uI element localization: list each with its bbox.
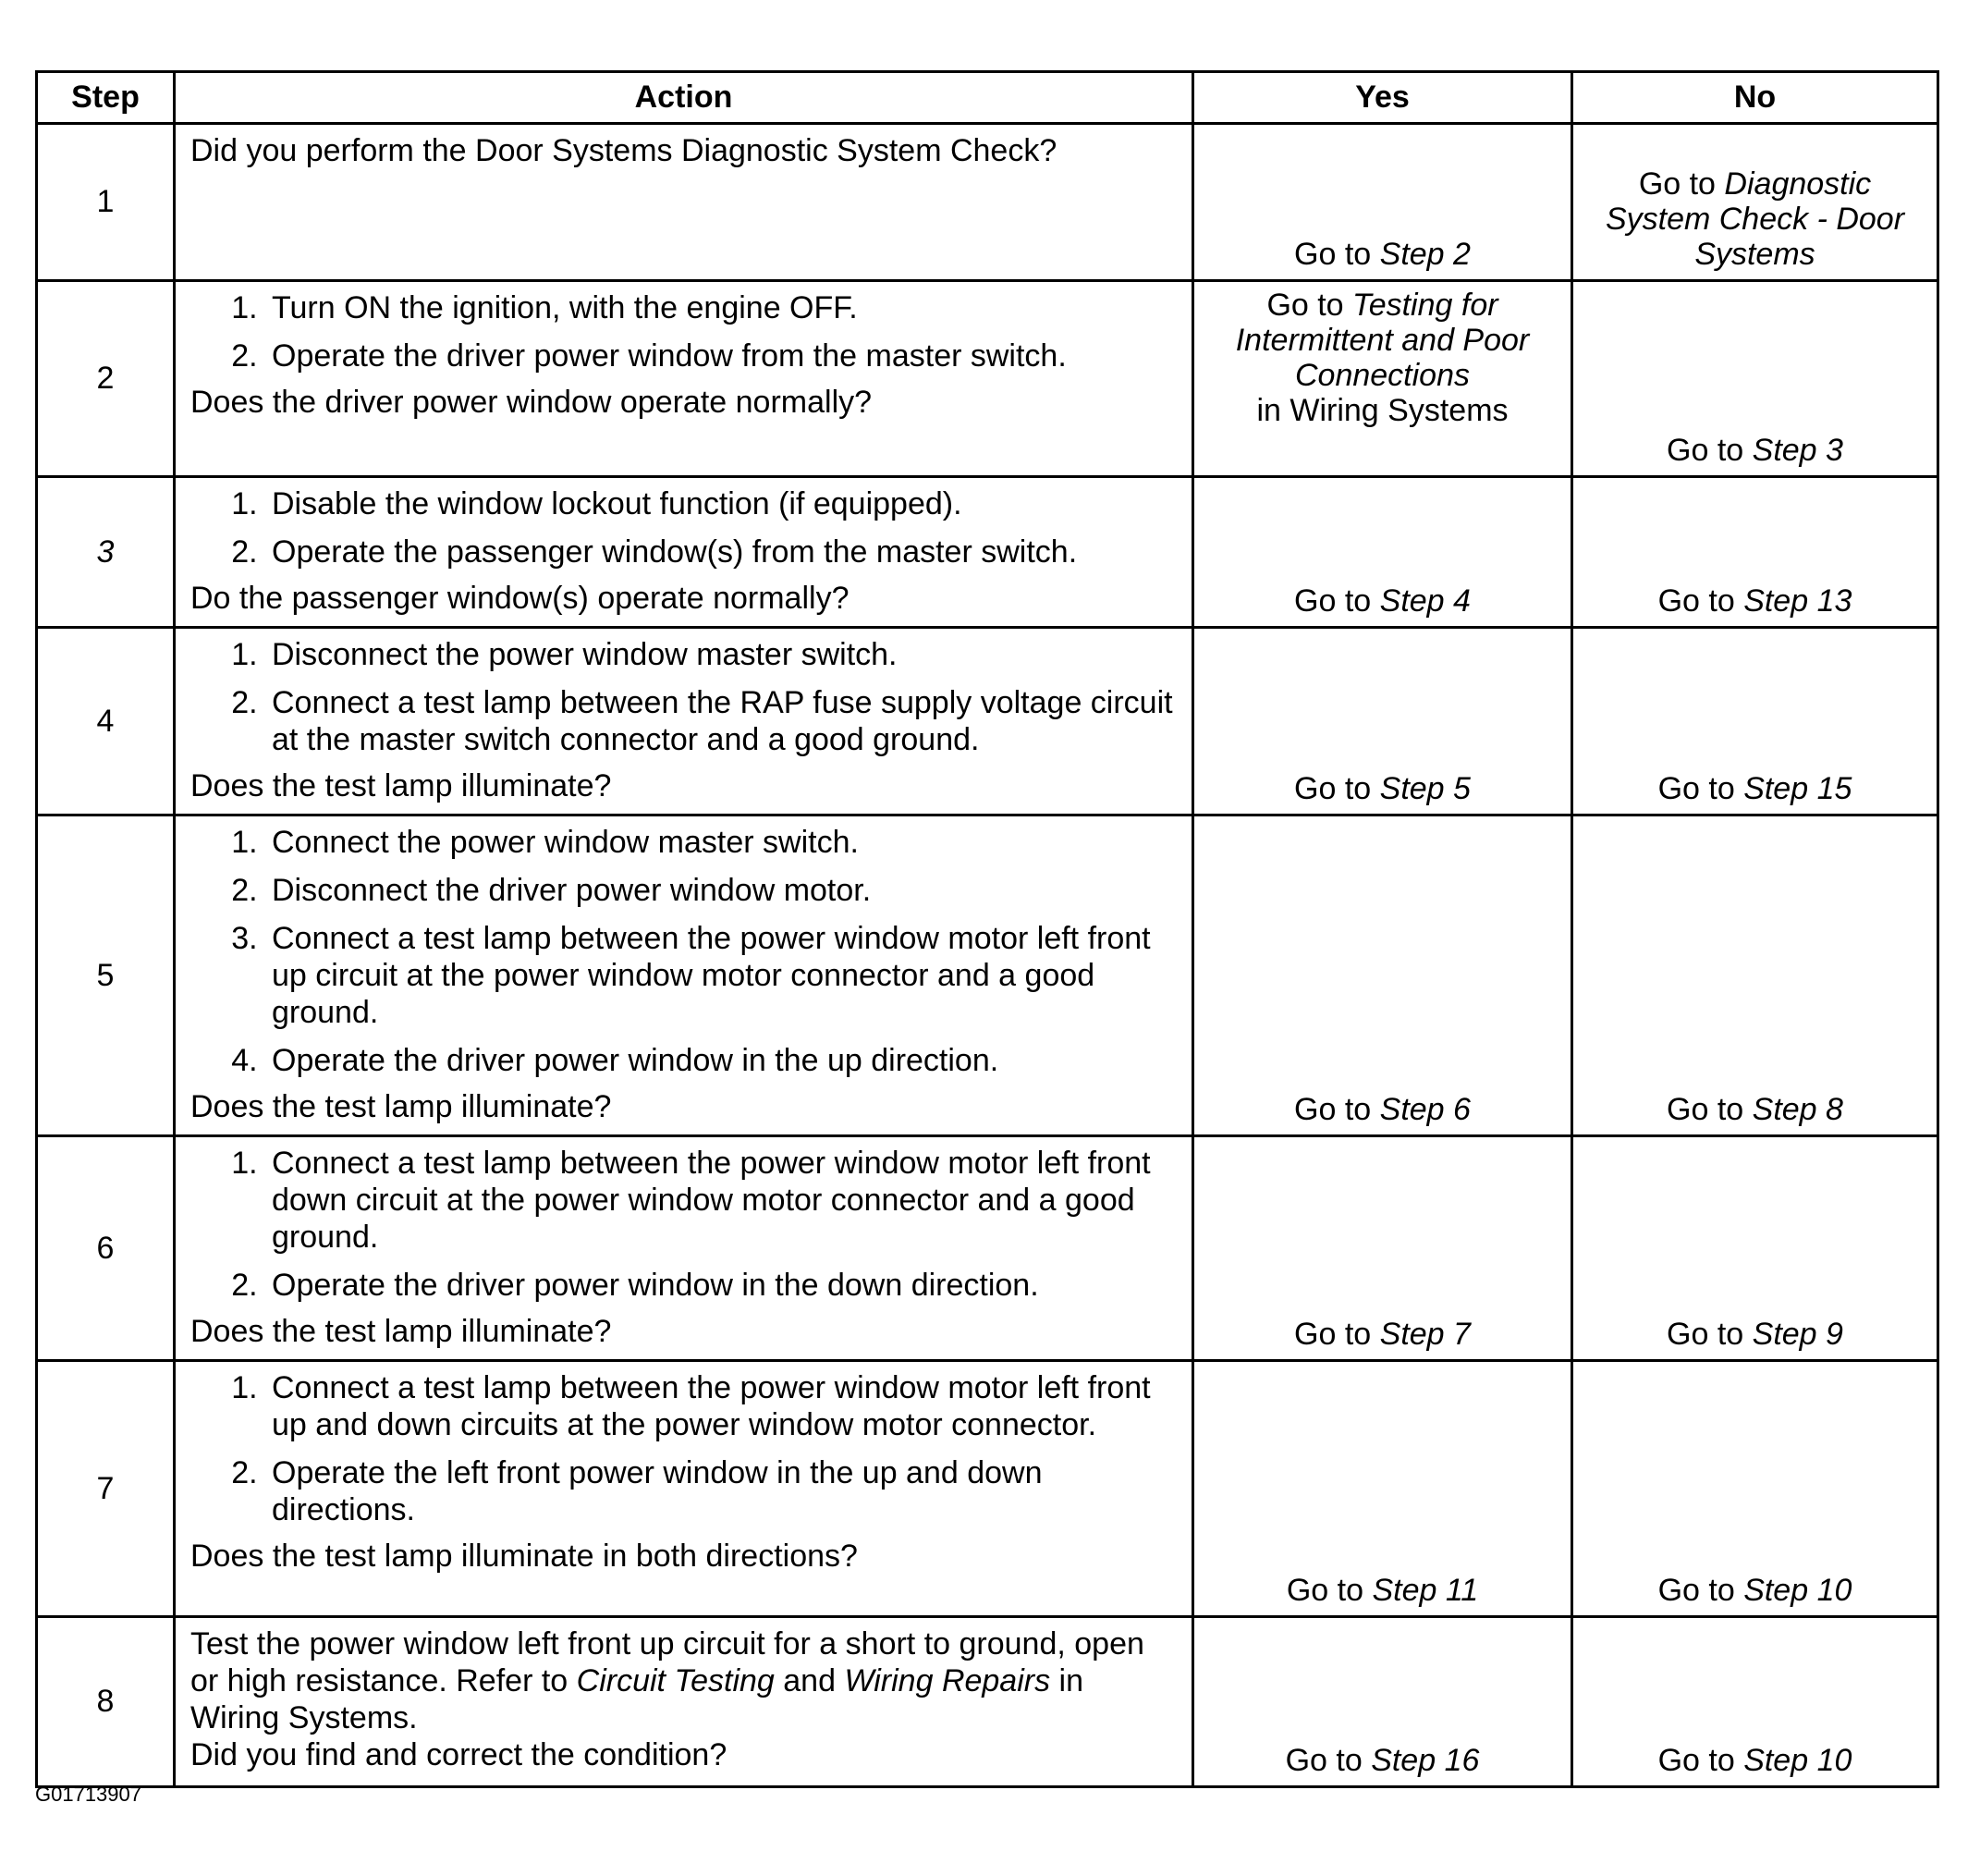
no-link[interactable]: Step 9 xyxy=(1752,1317,1843,1352)
no-cell xyxy=(1572,281,1938,477)
action-step-item: 2. Operate the driver power window in the down direction. xyxy=(266,1267,1179,1304)
action-steps xyxy=(190,1369,1179,1528)
yes-cell xyxy=(1193,124,1572,281)
yes-prefix: Go to xyxy=(1285,1743,1372,1778)
wiring-repairs-link[interactable]: Wiring Repairs xyxy=(844,1663,1051,1698)
header-action: Action xyxy=(175,72,1193,124)
yes-link[interactable]: Step 11 xyxy=(1372,1573,1479,1608)
action-cell xyxy=(175,281,1193,477)
diagnostic-table xyxy=(35,70,1939,1788)
action-question: Does the test lamp illuminate? xyxy=(190,1314,612,1349)
yes-link[interactable]: Testing for Intermittent and Poor Connections xyxy=(1235,288,1530,393)
no-cell xyxy=(1572,628,1938,815)
action-steps xyxy=(190,289,1179,374)
action-cell xyxy=(175,815,1193,1136)
diagnostic-table-container xyxy=(35,70,1937,1788)
action-steps xyxy=(190,485,1179,570)
yes-prefix: Go to xyxy=(1294,1317,1380,1352)
action-question: Does the test lamp illuminate in both directions? xyxy=(190,1539,858,1574)
no-prefix: Go to xyxy=(1657,1573,1744,1608)
action-step-item: 1. Connect the power window master switch. xyxy=(266,824,1179,861)
action-question: Did you find and correct the condition? xyxy=(190,1737,727,1772)
yes-link[interactable]: Step 2 xyxy=(1379,237,1471,272)
yes-link[interactable]: Step 16 xyxy=(1371,1743,1480,1778)
no-prefix: Go to xyxy=(1667,1092,1753,1127)
no-cell xyxy=(1572,1361,1938,1617)
action-step-item: 4. Operate the driver power window in the up direction. xyxy=(266,1042,1179,1079)
step-number: 7 xyxy=(37,1361,175,1617)
step-number: 6 xyxy=(37,1136,175,1361)
table-row xyxy=(37,477,1938,628)
yes-cell xyxy=(1193,477,1572,628)
yes-cell xyxy=(1193,1617,1572,1787)
no-prefix: Go to xyxy=(1657,583,1744,619)
table-row xyxy=(37,1617,1938,1787)
yes-link[interactable]: Step 4 xyxy=(1379,583,1471,619)
table-row xyxy=(37,815,1938,1136)
no-cell xyxy=(1572,1617,1938,1787)
no-cell xyxy=(1572,1136,1938,1361)
action-text xyxy=(190,1625,1179,1736)
action-cell xyxy=(175,477,1193,628)
no-link[interactable]: Step 3 xyxy=(1752,433,1843,468)
action-cell xyxy=(175,1361,1193,1617)
table-row xyxy=(37,1136,1938,1361)
action-step-item: 2. Disconnect the driver power window motor. xyxy=(266,872,1179,909)
yes-link[interactable]: Step 5 xyxy=(1379,771,1471,806)
no-link[interactable]: Step 13 xyxy=(1743,583,1852,619)
circuit-testing-link[interactable]: Circuit Testing xyxy=(576,1663,775,1698)
no-link[interactable]: Step 10 xyxy=(1743,1573,1852,1608)
no-link[interactable]: Diagnostic System Check - Door Systems xyxy=(1605,166,1905,272)
action-cell xyxy=(175,1136,1193,1361)
action-step-item: 1. Disable the window lockout function (if equipped). xyxy=(266,485,1179,522)
no-cell xyxy=(1572,477,1938,628)
yes-prefix: Go to xyxy=(1266,288,1353,323)
step-number: 2 xyxy=(37,281,175,477)
table-row xyxy=(37,124,1938,281)
action-step-item: 2. Operate the left front power window in the up and down directions. xyxy=(266,1454,1179,1528)
action-question: Does the test lamp illuminate? xyxy=(190,768,612,803)
yes-link[interactable]: Step 7 xyxy=(1379,1317,1471,1352)
action-step-item: 2. Operate the passenger window(s) from the master switch. xyxy=(266,533,1179,570)
action-step-item: 1. Connect a test lamp between the power window motor left front up and down circuits at the power window motor connector. xyxy=(266,1369,1179,1443)
action-question: Does the driver power window operate normally? xyxy=(190,385,873,420)
yes-suffix: in Wiring Systems xyxy=(1256,393,1509,428)
no-prefix: Go to xyxy=(1657,771,1744,806)
action-step-item: 1. Disconnect the power window master switch. xyxy=(266,636,1179,673)
yes-prefix: Go to xyxy=(1294,237,1380,272)
yes-prefix: Go to xyxy=(1294,583,1380,619)
header-step: Step xyxy=(37,72,175,124)
no-prefix: Go to xyxy=(1638,166,1725,202)
action-text-part: and xyxy=(774,1663,845,1698)
action-text-part: Test the power window left front up circuit for a short to ground, open or high resistance. Refer to xyxy=(190,1626,1144,1698)
no-cell xyxy=(1572,124,1938,281)
step-number: 1 xyxy=(37,124,175,281)
yes-cell xyxy=(1193,628,1572,815)
action-step-item: 3. Connect a test lamp between the power window motor left front up circuit at the power window motor connector and a good ground. xyxy=(266,920,1179,1031)
step-number: 5 xyxy=(37,815,175,1136)
no-prefix: Go to xyxy=(1667,1317,1753,1352)
table-row xyxy=(37,281,1938,477)
step-number: 8 xyxy=(37,1617,175,1787)
figure-id: G01713907 xyxy=(35,1783,141,1806)
action-steps xyxy=(190,1145,1179,1304)
yes-prefix: Go to xyxy=(1286,1573,1373,1608)
action-steps xyxy=(190,824,1179,1079)
action-step-item: 2. Connect a test lamp between the RAP fuse supply voltage circuit at the master switch connector and a good ground. xyxy=(266,684,1179,758)
step-number: 4 xyxy=(37,628,175,815)
header-row xyxy=(37,72,1938,124)
action-step-item: 1. Connect a test lamp between the power window motor left front down circuit at the power window motor connector and a good ground. xyxy=(266,1145,1179,1256)
yes-cell xyxy=(1193,815,1572,1136)
yes-cell xyxy=(1193,281,1572,477)
no-link[interactable]: Step 10 xyxy=(1743,1743,1852,1778)
yes-prefix: Go to xyxy=(1294,771,1380,806)
yes-link[interactable]: Step 6 xyxy=(1379,1092,1471,1127)
action-cell xyxy=(175,124,1193,281)
action-cell xyxy=(175,628,1193,815)
action-step-item: 1. Turn ON the ignition, with the engine OFF. xyxy=(266,289,1179,326)
action-question: Does the test lamp illuminate? xyxy=(190,1089,612,1124)
table-row xyxy=(37,1361,1938,1617)
action-text-part: in Wiring Systems. xyxy=(190,1663,1084,1735)
action-cell xyxy=(175,1617,1193,1787)
yes-cell xyxy=(1193,1136,1572,1361)
yes-cell xyxy=(1193,1361,1572,1617)
action-text: Did you perform the Door Systems Diagnostic System Check? xyxy=(190,133,1057,168)
table-row xyxy=(37,628,1938,815)
header-no: No xyxy=(1572,72,1938,124)
action-question: Do the passenger window(s) operate normally? xyxy=(190,581,850,616)
no-link[interactable]: Step 15 xyxy=(1743,771,1852,806)
action-steps xyxy=(190,636,1179,758)
step-number: 3 xyxy=(37,477,175,628)
action-step-item: 2. Operate the driver power window from the master switch. xyxy=(266,337,1179,374)
no-prefix: Go to xyxy=(1657,1743,1744,1778)
no-prefix: Go to xyxy=(1667,433,1753,468)
no-link[interactable]: Step 8 xyxy=(1752,1092,1843,1127)
header-yes: Yes xyxy=(1193,72,1572,124)
no-cell xyxy=(1572,815,1938,1136)
yes-prefix: Go to xyxy=(1294,1092,1380,1127)
